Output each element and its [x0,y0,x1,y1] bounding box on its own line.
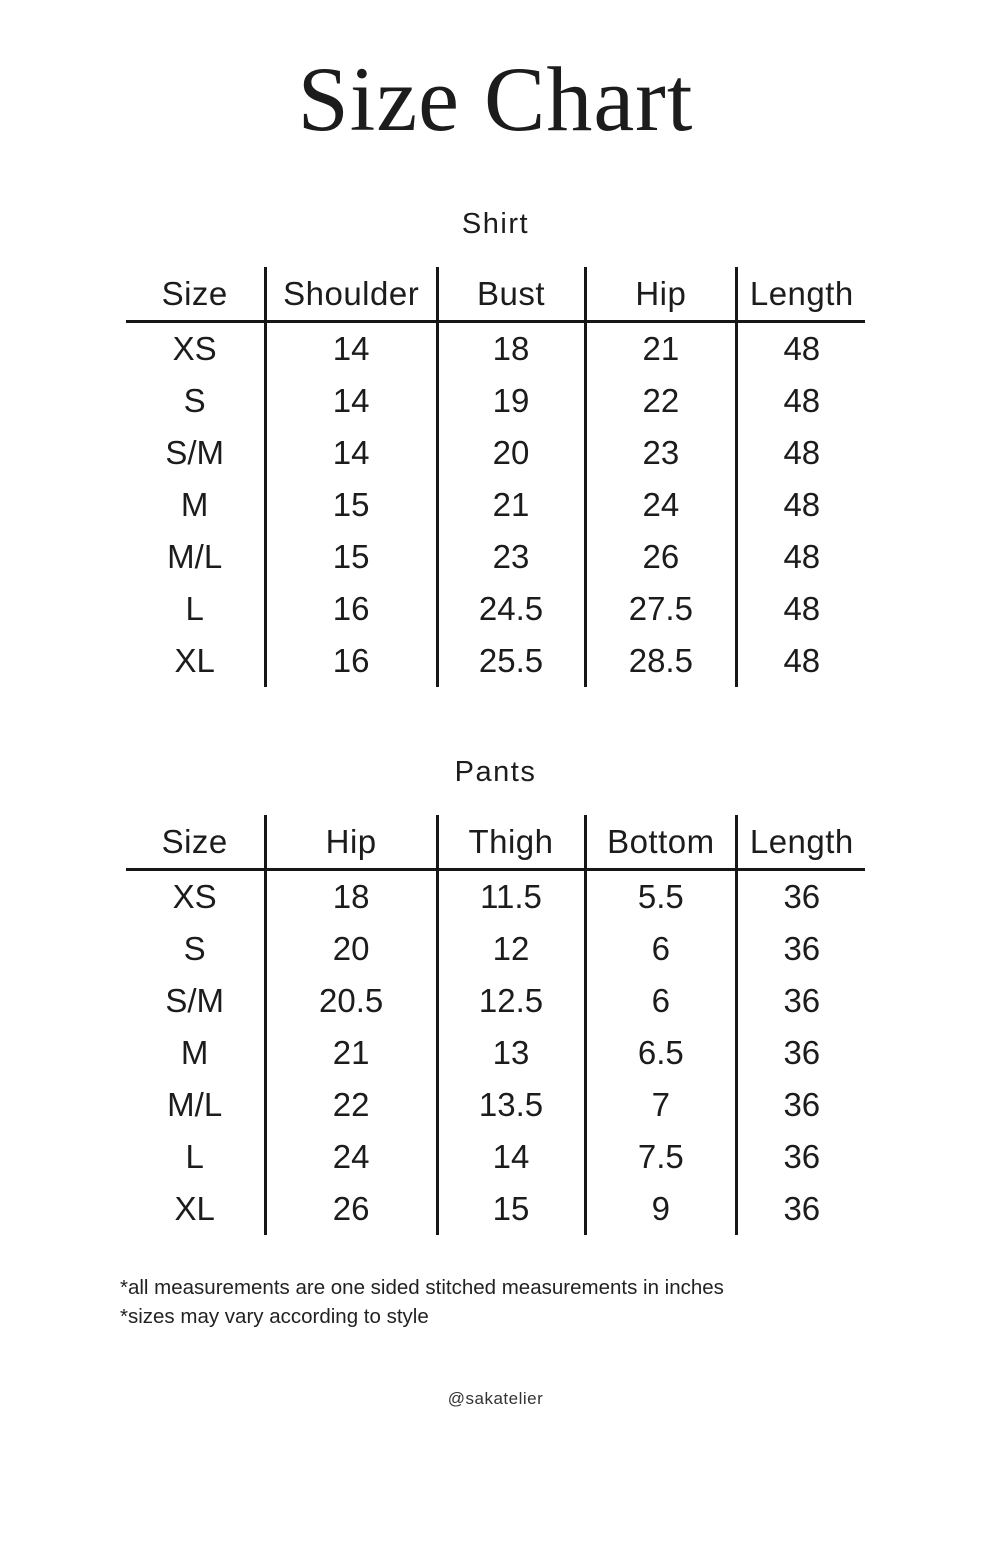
measurement-value: 48 [783,642,821,680]
pants-section-title: Pants [454,756,537,789]
measurement-value: 14 [267,427,439,479]
measurement-value: 48 [783,538,821,576]
measurement-value: 11.5 [439,871,587,923]
page-title: Size Chart [297,48,694,150]
size-label: L [126,1131,267,1183]
measurement-value: 25.5 [439,635,587,687]
column-header: Hip [267,815,439,871]
measurement-value: 24 [267,1131,439,1183]
column-header: Thigh [439,815,587,871]
measurement-value: 7 [587,1079,739,1131]
measurement-value: 7.5 [587,1131,739,1183]
size-label: M/L [126,531,267,583]
measurement-value: 48 [783,330,821,368]
measurement-value: 14 [267,375,439,427]
social-handle: @sakatelier [447,1389,544,1409]
measurement-value: 27.5 [587,583,739,635]
measurement-value: 36 [783,1190,821,1228]
measurement-value: 6 [587,923,739,975]
measurement-value: 21 [587,323,739,375]
size-label: XS [126,871,267,923]
measurement-value: 36 [783,1086,821,1124]
measurement-value: 20 [267,923,439,975]
measurement-value: 22 [267,1079,439,1131]
footnote-measurements: *all measurements are one sided stitched measurements in inches [120,1276,724,1300]
size-label: M [126,479,267,531]
measurement-value: 28.5 [587,635,739,687]
measurement-value: 24 [587,479,739,531]
measurement-value: 23 [439,531,587,583]
measurement-value: 15 [267,479,439,531]
measurement-value: 21 [267,1027,439,1079]
size-label: M/L [126,1079,267,1131]
size-label: M [126,1027,267,1079]
size-label: S [126,375,267,427]
footnote-size-variance: *sizes may vary according to style [120,1305,429,1329]
measurement-value: 13 [439,1027,587,1079]
size-label: S/M [126,427,267,479]
measurement-value: 16 [267,583,439,635]
column-header: Length [738,267,865,323]
column-header: Hip [587,267,739,323]
measurement-value: 21 [439,479,587,531]
measurement-value: 22 [587,375,739,427]
column-header: Shoulder [267,267,439,323]
measurement-value: 36 [783,1034,821,1072]
size-label: XL [126,1183,267,1235]
pants-section [0,751,991,1235]
column-header: Bust [439,267,587,323]
measurement-value: 48 [783,590,821,628]
size-label: XS [126,323,267,375]
measurement-value: 48 [783,382,821,420]
measurement-value: 14 [267,323,439,375]
column-header: Bottom [587,815,739,871]
measurement-value: 26 [267,1183,439,1235]
measurement-value: 9 [587,1183,739,1235]
measurement-value: 24.5 [439,583,587,635]
measurement-value: 20 [439,427,587,479]
measurement-value: 18 [267,871,439,923]
column-header: Length [738,815,865,871]
measurement-value: 48 [783,434,821,472]
column-header: Size [126,815,267,871]
measurement-value: 16 [267,635,439,687]
measurement-value: 36 [783,878,821,916]
size-label: S/M [126,975,267,1027]
measurement-value: 6 [587,975,739,1027]
measurement-value: 20.5 [267,975,439,1027]
measurement-value: 26 [587,531,739,583]
measurement-value: 36 [783,930,821,968]
measurement-value: 36 [783,1138,821,1176]
measurement-value: 48 [783,486,821,524]
shirt-section [0,203,991,687]
measurement-value: 12.5 [439,975,587,1027]
measurement-value: 36 [783,982,821,1020]
size-label: XL [126,635,267,687]
size-label: S [126,923,267,975]
measurement-value: 12 [439,923,587,975]
measurement-value: 6.5 [587,1027,739,1079]
shirt-section-title: Shirt [461,208,530,241]
measurement-value: 5.5 [587,871,739,923]
pants-size-table [126,815,866,1235]
footnotes [120,1273,991,1331]
shirt-size-table [126,267,866,687]
measurement-value: 13.5 [439,1079,587,1131]
column-header: Size [126,267,267,323]
measurement-value: 14 [439,1131,587,1183]
measurement-value: 23 [587,427,739,479]
measurement-value: 18 [439,323,587,375]
size-label: L [126,583,267,635]
measurement-value: 15 [267,531,439,583]
measurement-value: 15 [439,1183,587,1235]
measurement-value: 19 [439,375,587,427]
